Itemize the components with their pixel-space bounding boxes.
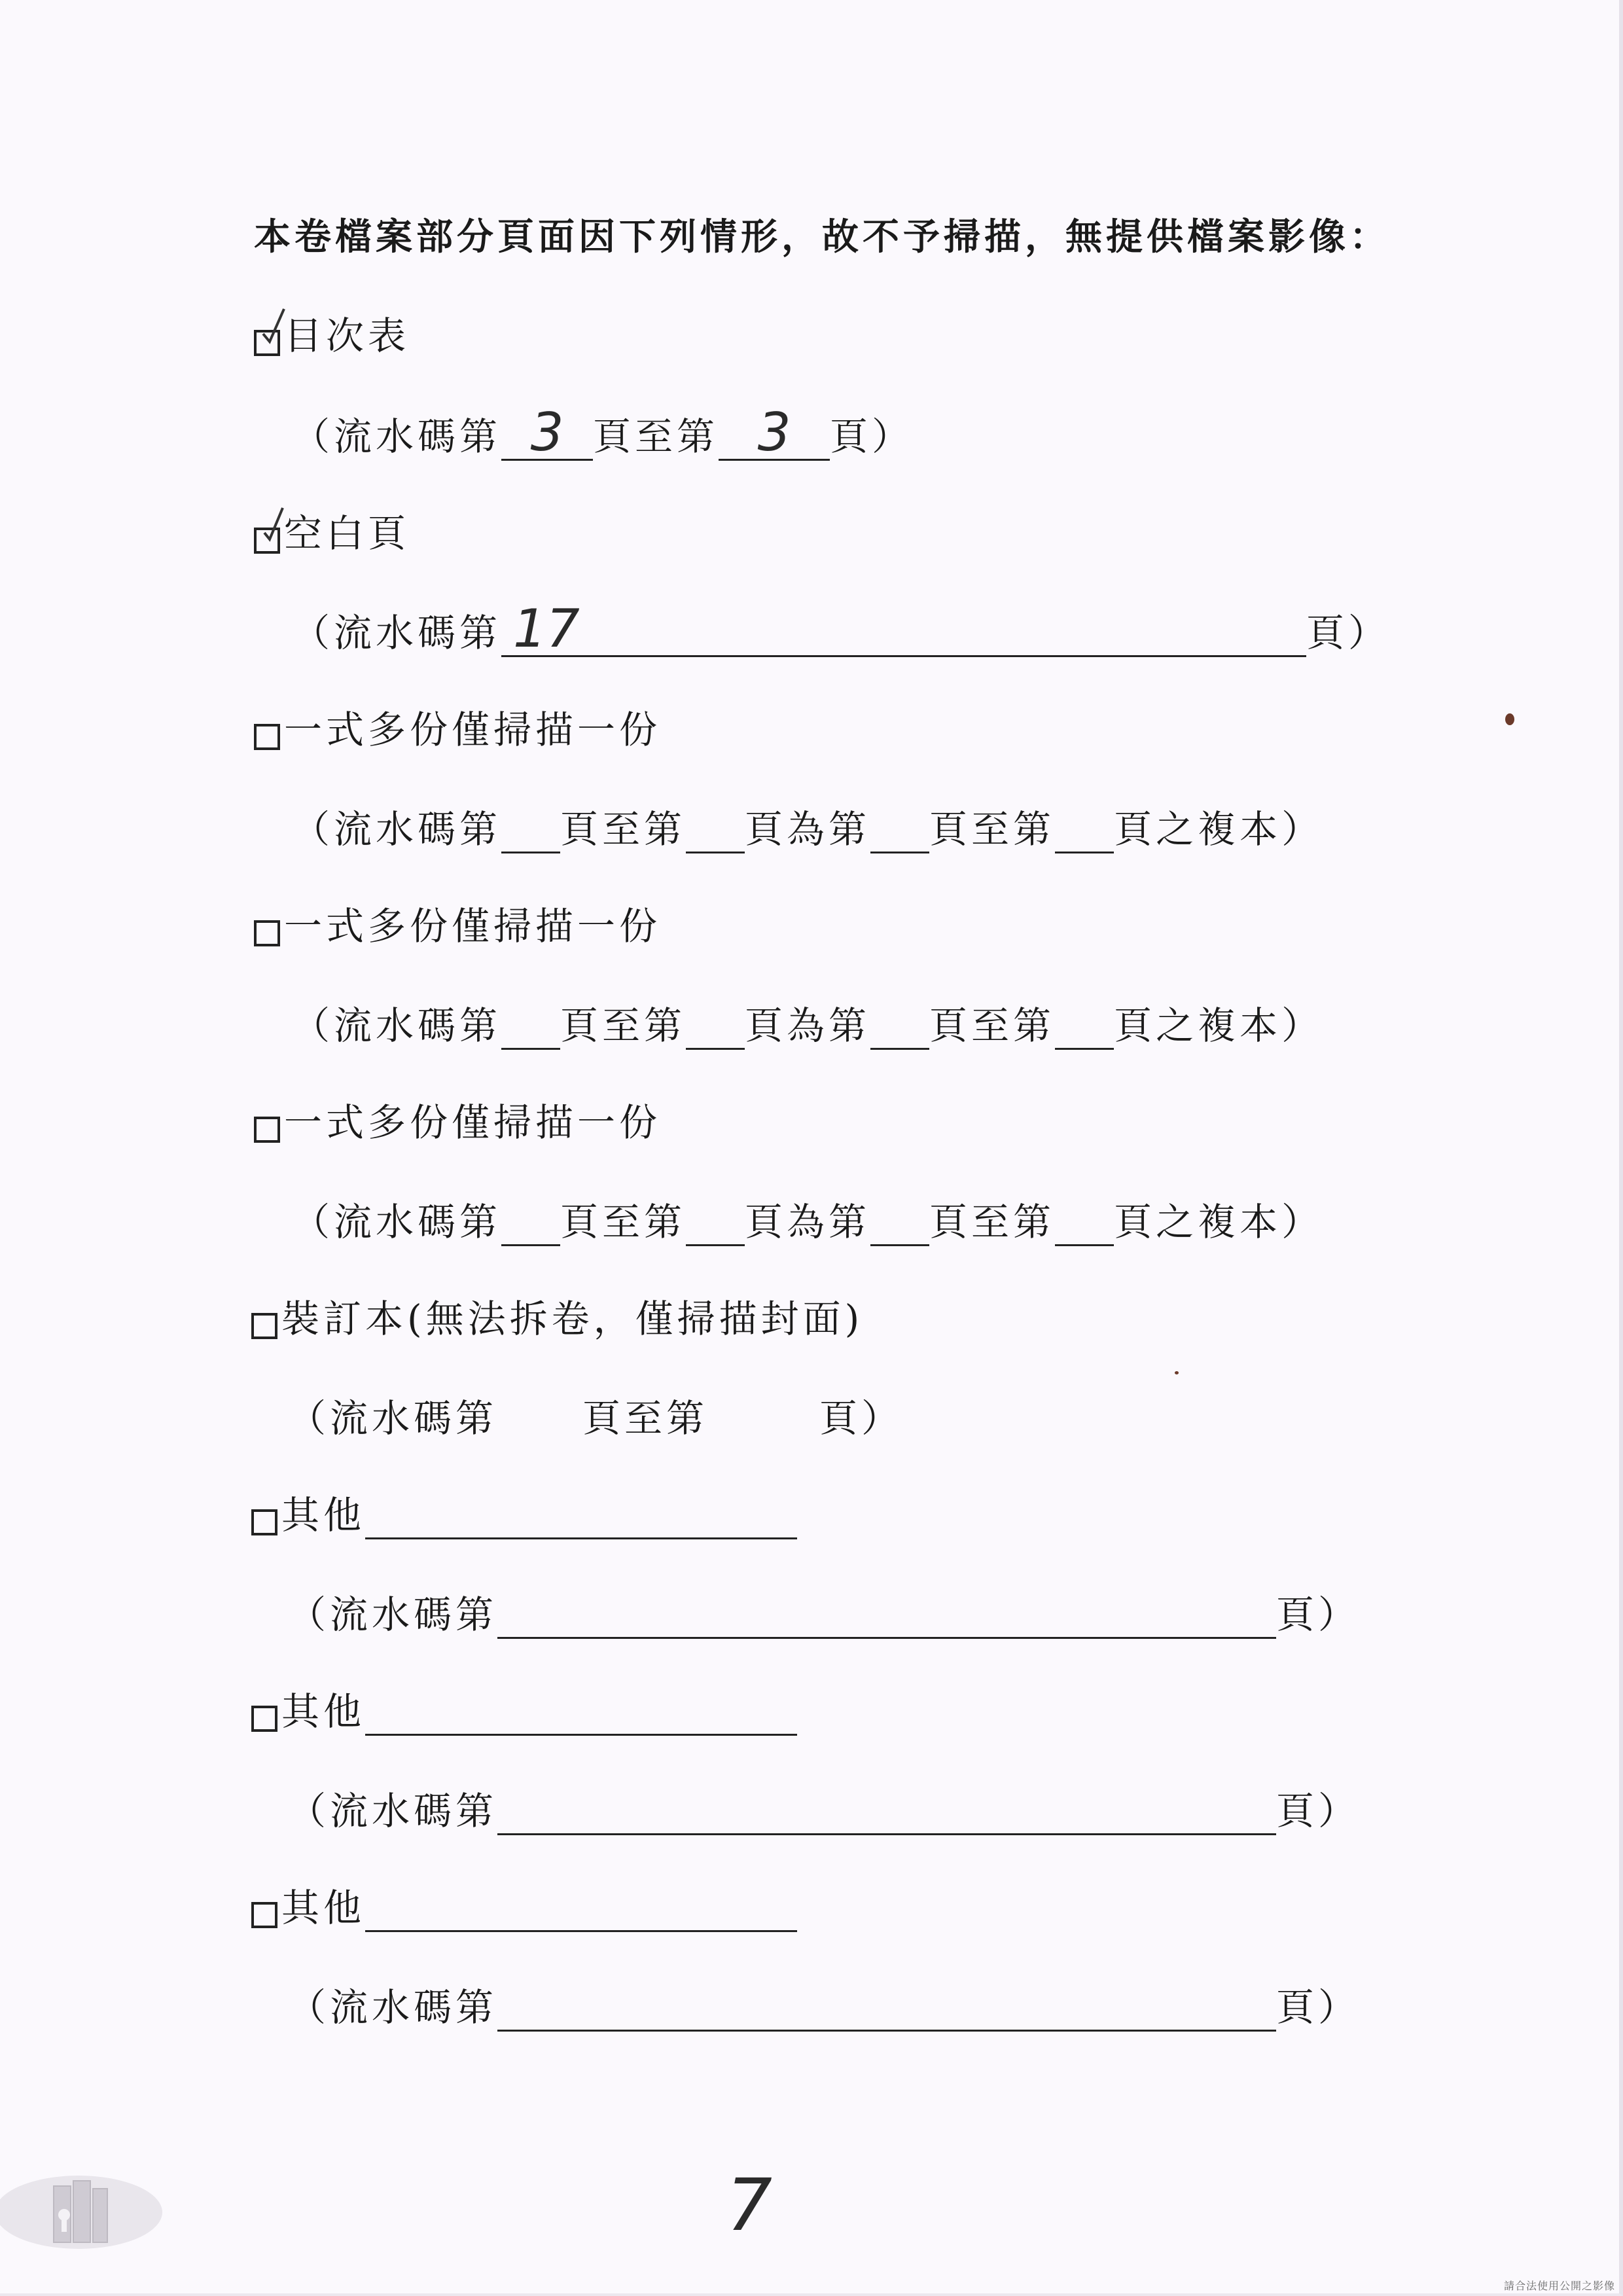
checkbox-item-other-1[interactable] — [251, 1484, 797, 1539]
page-field[interactable] — [1055, 1206, 1114, 1246]
page-field[interactable] — [870, 814, 929, 853]
page-number-field[interactable] — [497, 1992, 1276, 2032]
other-description-field[interactable] — [365, 1499, 797, 1539]
handwritten-page-number: 7 — [726, 2163, 772, 2247]
checkbox-item-bound-volume[interactable] — [251, 1288, 863, 1343]
page-field[interactable] — [1055, 814, 1114, 853]
item-label: 一式多份僅掃描一份 — [284, 904, 662, 948]
page-field[interactable] — [686, 814, 745, 853]
page-field[interactable] — [501, 1206, 560, 1246]
handwritten-from-page: 3 — [530, 402, 564, 463]
checkbox-item-other-2[interactable] — [251, 1681, 797, 1736]
checkbox-item-blank-page[interactable] — [254, 503, 410, 558]
checkbox-unchecked[interactable] — [254, 920, 280, 946]
check-mark-icon — [260, 306, 287, 344]
page-field[interactable] — [870, 1010, 929, 1050]
detail-line-other-2: （流水碼第 頁） — [288, 1780, 1360, 1835]
checkbox-item-duplicate-copies-1[interactable] — [254, 699, 661, 754]
page-field[interactable] — [501, 814, 560, 853]
checkbox-item-duplicate-copies-2[interactable] — [254, 895, 661, 950]
item-label: 目次表 — [284, 314, 410, 358]
item-label: 其他 — [281, 1689, 366, 1734]
page-field[interactable] — [870, 1206, 929, 1246]
item-label: 空白頁 — [284, 511, 410, 556]
checkbox-checked[interactable] — [254, 330, 280, 356]
checkbox-checked[interactable] — [254, 528, 280, 554]
checkbox-unchecked[interactable] — [254, 1117, 280, 1143]
detail-line-bound-volume: （流水碼第 頁至第 頁） — [288, 1396, 904, 1441]
page-field[interactable] — [686, 1206, 745, 1246]
checkbox-item-duplicate-copies-3[interactable] — [254, 1092, 661, 1147]
other-description-field[interactable] — [365, 1696, 797, 1736]
page-field[interactable] — [686, 1010, 745, 1050]
page-field[interactable] — [501, 1010, 560, 1050]
page-number-field[interactable] — [497, 1599, 1276, 1639]
to-page-field[interactable] — [719, 402, 830, 463]
checkbox-unchecked[interactable] — [254, 724, 280, 750]
checkbox-item-table-of-contents[interactable] — [254, 305, 410, 360]
item-label: 裝訂本(無法拆卷，僅掃描封面) — [281, 1297, 864, 1341]
archive-logo-watermark — [0, 2160, 164, 2265]
item-label: 其他 — [281, 1493, 366, 1537]
detail-line-duplicate-copies-2: （流水碼第 頁至第 頁為第 頁至第 頁之複本） — [292, 995, 1323, 1050]
detail-line-duplicate-copies-1: （流水碼第 頁至第 頁為第 頁至第 頁之複本） — [292, 798, 1323, 853]
handwritten-to-page: 3 — [757, 402, 791, 463]
from-page-field[interactable] — [501, 402, 593, 463]
checkbox-unchecked[interactable] — [251, 1706, 277, 1732]
handwritten-page-number: 17 — [513, 598, 580, 659]
check-mark-icon — [260, 504, 287, 542]
detail-line-duplicate-copies-3: （流水碼第 頁至第 頁為第 頁至第 頁之複本） — [292, 1191, 1323, 1246]
scan-speck — [1175, 1371, 1179, 1374]
item-label: 一式多份僅掃描一份 — [284, 708, 662, 752]
detail-line-other-1: （流水碼第 頁） — [288, 1584, 1360, 1639]
page-field[interactable] — [1055, 1010, 1114, 1050]
detail-line-blank-page: （流水碼第 17 頁） — [292, 598, 1391, 659]
page-number-field[interactable] — [497, 1795, 1276, 1835]
item-label: 一式多份僅掃描一份 — [284, 1100, 662, 1145]
detail-line-table-of-contents: （流水碼第 3 頁至第 3 頁） — [292, 402, 914, 463]
detail-line-other-3: （流水碼第 頁） — [288, 1977, 1360, 2032]
checkbox-item-other-3[interactable] — [251, 1877, 797, 1932]
checkbox-unchecked[interactable] — [251, 1509, 277, 1535]
other-description-field[interactable] — [365, 1892, 797, 1932]
item-label: 其他 — [281, 1886, 366, 1930]
page-heading: 本卷檔案部分頁面因下列情形，故不予掃描，無提供檔案影像： — [254, 215, 1390, 259]
scan-speck — [1505, 713, 1514, 725]
checkbox-unchecked[interactable] — [251, 1313, 277, 1339]
usage-footer-note: 請合法使用公開之影像 — [1503, 2280, 1615, 2292]
checkbox-unchecked[interactable] — [251, 1902, 277, 1928]
